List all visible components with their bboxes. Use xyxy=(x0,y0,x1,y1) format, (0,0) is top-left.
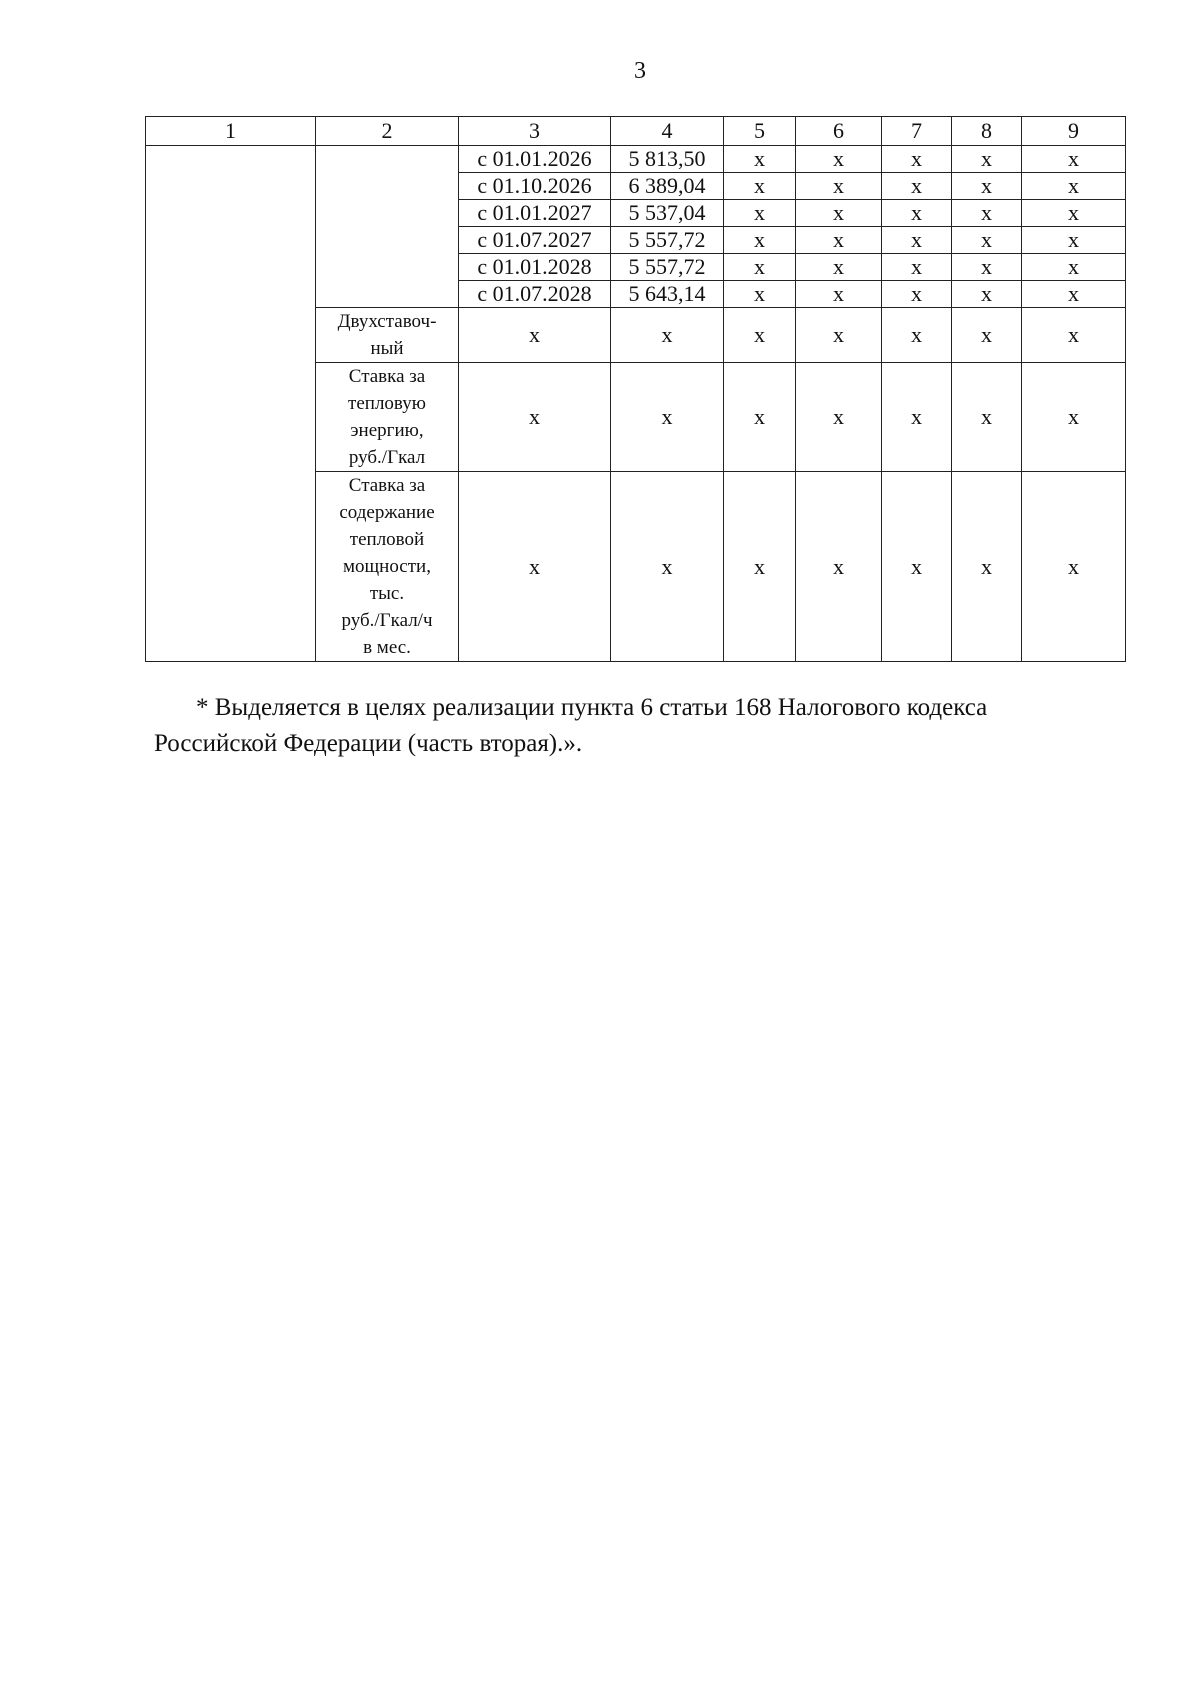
label-line: Ставка за xyxy=(348,366,426,387)
mark-cell: x xyxy=(724,472,796,662)
label-line: тыс. xyxy=(369,583,405,604)
mark-cell: x xyxy=(882,173,952,200)
column-header: 5 xyxy=(724,117,796,146)
value-cell: 5 557,72 xyxy=(611,227,724,254)
period-cell: с 01.07.2027 xyxy=(459,227,611,254)
mark-cell: x xyxy=(1022,308,1126,363)
page-number: 3 xyxy=(634,58,646,84)
mark-cell: x xyxy=(611,308,724,363)
column-header: 6 xyxy=(796,117,882,146)
footnote-line: * Выделяется в целях реализации пункта 6 статьи 168 Налогового кодекса xyxy=(196,694,988,721)
empty-cell xyxy=(146,146,316,662)
mark-cell: x xyxy=(796,173,882,200)
rate-type-label xyxy=(316,308,459,363)
mark-cell: x xyxy=(611,472,724,662)
mark-cell: x xyxy=(1022,254,1126,281)
label-line: Ставка за xyxy=(348,475,426,496)
mark-cell: x xyxy=(1022,281,1126,308)
mark-cell: x xyxy=(952,363,1022,472)
mark-cell: x xyxy=(952,472,1022,662)
mark-cell: x xyxy=(796,281,882,308)
mark-cell: x xyxy=(611,363,724,472)
label-line: руб./Гкал/ч xyxy=(341,610,433,631)
mark-cell: x xyxy=(1022,227,1126,254)
column-header: 1 xyxy=(146,117,316,146)
label-line: ный xyxy=(370,338,404,359)
value-cell: 6 389,04 xyxy=(611,173,724,200)
column-header: 9 xyxy=(1022,117,1126,146)
mark-cell: x xyxy=(882,363,952,472)
label-line: содержание xyxy=(339,502,435,523)
mark-cell: x xyxy=(952,146,1022,173)
mark-cell: x xyxy=(459,308,611,363)
mark-cell: x xyxy=(952,173,1022,200)
column-header: 4 xyxy=(611,117,724,146)
period-cell: с 01.10.2026 xyxy=(459,173,611,200)
mark-cell: x xyxy=(882,254,952,281)
mark-cell: x xyxy=(952,281,1022,308)
column-header: 8 xyxy=(952,117,1022,146)
mark-cell: x xyxy=(1022,146,1126,173)
footnote xyxy=(154,690,1114,762)
footnote-line: Российской Федерации (часть вторая).». xyxy=(154,730,583,757)
mark-cell: x xyxy=(882,200,952,227)
column-header: 3 xyxy=(459,117,611,146)
mark-cell: x xyxy=(724,146,796,173)
mark-cell: x xyxy=(952,200,1022,227)
mark-cell: x xyxy=(796,146,882,173)
mark-cell: x xyxy=(882,308,952,363)
mark-cell: x xyxy=(796,200,882,227)
mark-cell: x xyxy=(724,281,796,308)
label-line: в мес. xyxy=(363,637,411,658)
mark-cell: x xyxy=(724,308,796,363)
rate-type-label xyxy=(316,472,459,662)
label-line: руб./Гкал xyxy=(348,447,426,468)
mark-cell: x xyxy=(724,227,796,254)
mark-cell: x xyxy=(882,146,952,173)
period-cell: с 01.01.2026 xyxy=(459,146,611,173)
mark-cell: x xyxy=(459,363,611,472)
column-header: 7 xyxy=(882,117,952,146)
mark-cell: x xyxy=(796,472,882,662)
table-row xyxy=(146,146,1126,173)
mark-cell: x xyxy=(1022,472,1126,662)
label-line: тепловую xyxy=(348,393,426,414)
period-cell: с 01.01.2028 xyxy=(459,254,611,281)
mark-cell: x xyxy=(882,227,952,254)
mark-cell: x xyxy=(882,472,952,662)
mark-cell: x xyxy=(796,227,882,254)
mark-cell: x xyxy=(796,308,882,363)
mark-cell: x xyxy=(1022,200,1126,227)
mark-cell: x xyxy=(796,254,882,281)
header-row xyxy=(146,117,1126,146)
label-line: тепловой xyxy=(349,529,425,550)
mark-cell: x xyxy=(724,173,796,200)
period-cell: с 01.07.2028 xyxy=(459,281,611,308)
mark-cell: x xyxy=(459,472,611,662)
rate-type-label xyxy=(316,363,459,472)
value-cell: 5 643,14 xyxy=(611,281,724,308)
empty-cell xyxy=(316,146,459,308)
value-cell: 5 557,72 xyxy=(611,254,724,281)
mark-cell: x xyxy=(724,363,796,472)
tariff-table xyxy=(145,116,1126,662)
mark-cell: x xyxy=(796,363,882,472)
mark-cell: x xyxy=(952,254,1022,281)
value-cell: 5 813,50 xyxy=(611,146,724,173)
mark-cell: x xyxy=(1022,173,1126,200)
mark-cell: x xyxy=(724,254,796,281)
period-cell: с 01.01.2027 xyxy=(459,200,611,227)
label-line: энергию, xyxy=(350,420,424,441)
column-header: 2 xyxy=(316,117,459,146)
mark-cell: x xyxy=(952,308,1022,363)
mark-cell: x xyxy=(882,281,952,308)
mark-cell: x xyxy=(952,227,1022,254)
value-cell: 5 537,04 xyxy=(611,200,724,227)
mark-cell: x xyxy=(1022,363,1126,472)
label-line: Двухставоч- xyxy=(337,311,437,332)
mark-cell: x xyxy=(724,200,796,227)
label-line: мощности, xyxy=(343,556,431,577)
